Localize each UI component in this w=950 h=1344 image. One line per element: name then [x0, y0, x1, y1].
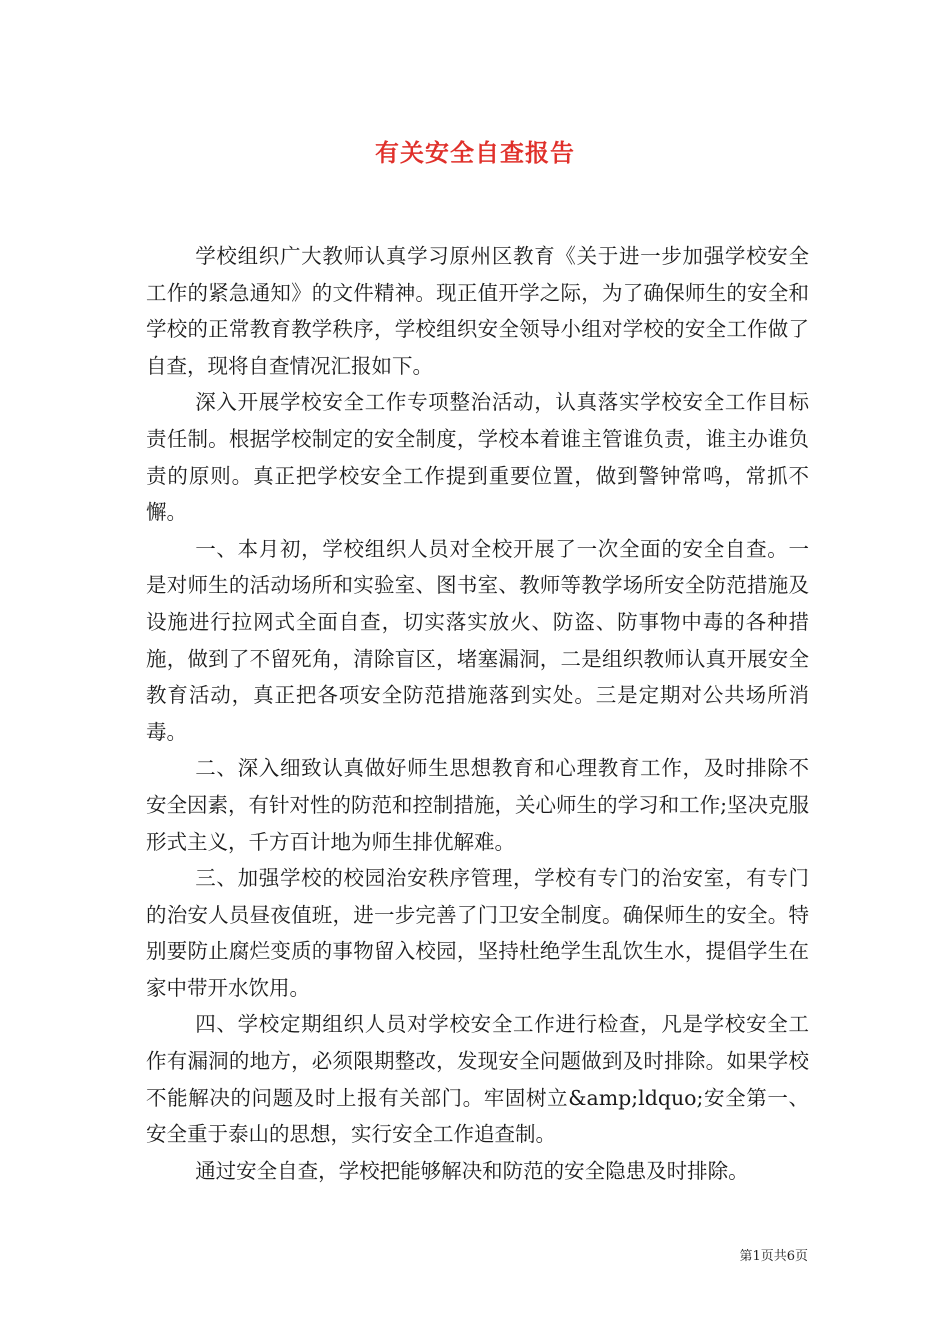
paragraph-item-2: 二、深入细致认真做好师生思想教育和心理教育工作，及时排除不安全因素，有针对性的防范和控制措施，关心师生的学习和工作;坚决克服形式主义，千方百计地为师生排优解难。	[146, 756, 809, 854]
page-number-footer: 第1页共6页	[739, 1249, 808, 1264]
document-body	[146, 238, 809, 1189]
paragraph-item-3: 三、加强学校的校园治安秩序管理，学校有专门的治安室，有专门的治安人员昼夜值班，进一步完善了门卫安全制度。确保师生的安全。特别要防止腐烂变质的事物留入校园，坚持杜绝学生乱饮生水，提倡学生在家中带开水饮用。	[146, 866, 809, 1000]
document-title: 有关安全自查报告	[375, 138, 575, 167]
paragraph-conclusion: 通过安全自查，学校把能够解决和防范的安全隐患及时排除。	[195, 1158, 749, 1183]
paragraph-responsibility: 深入开展学校安全工作专项整治活动，认真落实学校安全工作目标责任制。根据学校制定的安全制度，学校本着谁主管谁负责，谁主办谁负责的原则。真正把学校安全工作提到重要位置，做到警钟常鸣，常抓不懈。	[146, 390, 809, 525]
paragraph-intro: 学校组织广大教师认真学习原州区教育《关于进一步加强学校安全工作的紧急通知》的文件精神。现正值开学之际，为了确保师生的安全和学校的正常教育教学秩序，学校组织安全领导小组对学校的安全工作做了自查，现将自查情况汇报如下。	[146, 244, 809, 378]
paragraph-item-4: 四、学校定期组织人员对学校安全工作进行检查，凡是学校安全工作有漏洞的地方，必须限期整改，发现安全问题做到及时排除。如果学校不能解决的问题及时上报有关部门。牢固树立&amp;ldquo;安全第一、安全重于泰山的思想，实行安全工作追查制。	[146, 1012, 809, 1147]
paragraph-item-1: 一、本月初，学校组织人员对全校开展了一次全面的安全自查。一是对师生的活动场所和实验室、图书室、教师等教学场所安全防范措施及设施进行拉网式全面自查，切实落实放火、防盗、防事物中毒的各种措施，做到了不留死角，清除盲区，堵塞漏洞，二是组织教师认真开展安全教育活动，真正把各项安全防范措施落到实处。三是定期对公共场所消毒。	[146, 536, 809, 744]
